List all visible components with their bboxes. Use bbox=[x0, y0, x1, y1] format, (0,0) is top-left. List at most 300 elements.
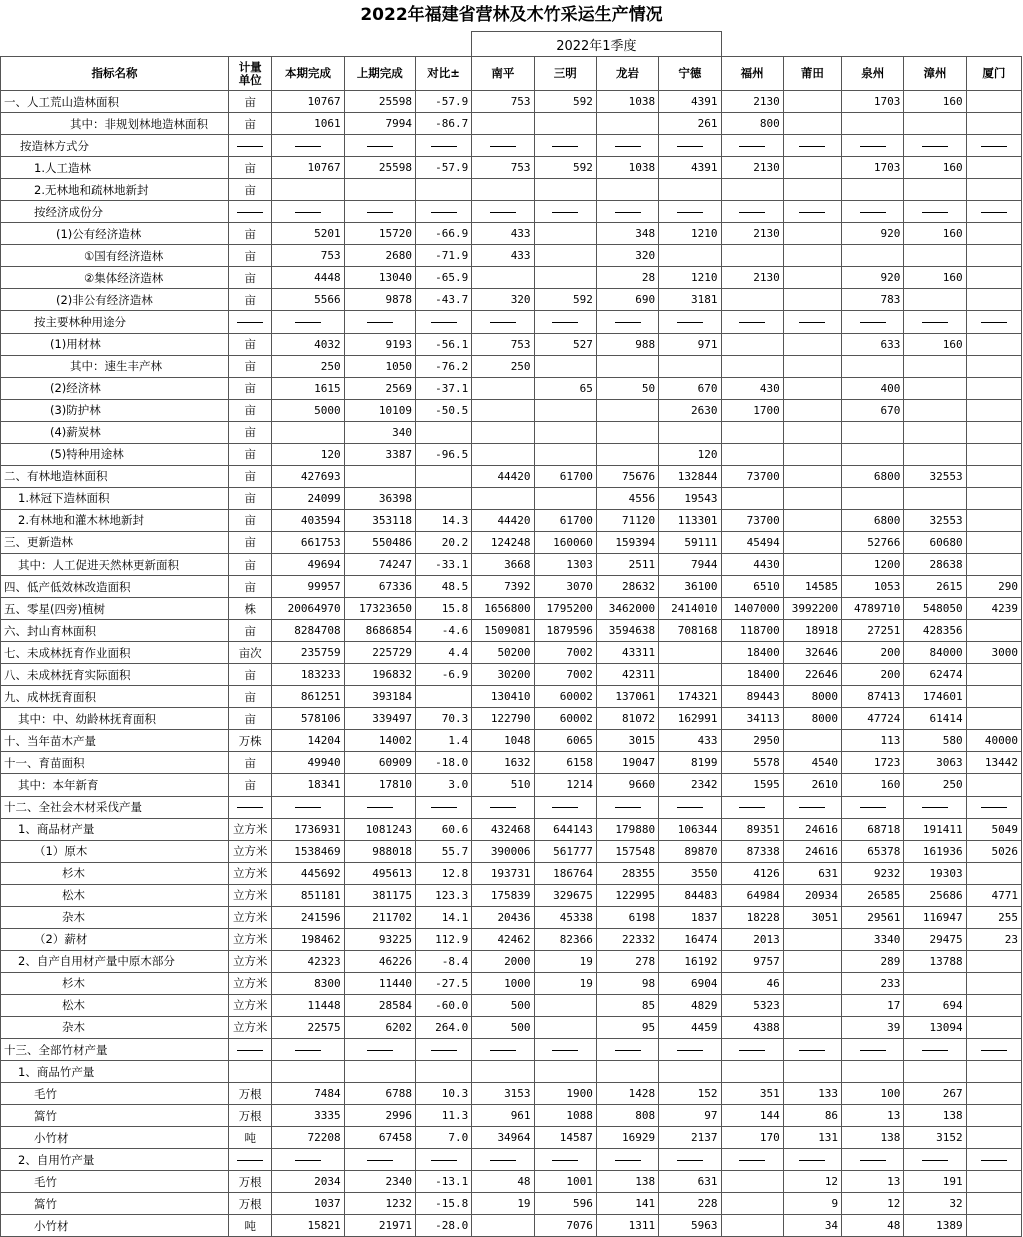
unit-cell bbox=[229, 796, 272, 818]
value-cell bbox=[472, 113, 534, 135]
indicator-name: 1、商品材产量 bbox=[1, 818, 229, 840]
value-cell bbox=[415, 1149, 471, 1171]
value-cell: 20436 bbox=[472, 906, 534, 928]
dash-mark bbox=[367, 1160, 393, 1161]
dash-mark bbox=[860, 146, 886, 147]
value-cell: 428356 bbox=[904, 620, 966, 642]
value-cell bbox=[415, 1061, 471, 1083]
value-cell bbox=[596, 179, 658, 201]
table-row bbox=[1, 906, 1022, 928]
value-cell: 19303 bbox=[904, 862, 966, 884]
value-cell: 28632 bbox=[596, 576, 658, 598]
value-cell: 36100 bbox=[659, 576, 721, 598]
value-cell: 82366 bbox=[534, 928, 596, 950]
value-cell: 44420 bbox=[472, 509, 534, 531]
period-row bbox=[1, 32, 1022, 57]
value-cell bbox=[966, 487, 1021, 509]
value-cell: 264.0 bbox=[415, 1016, 471, 1038]
value-cell bbox=[966, 157, 1021, 179]
value-cell bbox=[966, 994, 1021, 1016]
value-cell bbox=[842, 1149, 904, 1171]
table-row bbox=[1, 708, 1022, 730]
value-cell: 160 bbox=[904, 91, 966, 113]
value-cell: 3992200 bbox=[783, 598, 841, 620]
value-cell: 160 bbox=[842, 774, 904, 796]
value-cell bbox=[596, 421, 658, 443]
unit-cell: 亩 bbox=[229, 267, 272, 289]
indicator-name: ②集体经济造林 bbox=[1, 267, 229, 289]
value-cell bbox=[415, 421, 471, 443]
value-cell: 50200 bbox=[472, 642, 534, 664]
dash-mark bbox=[677, 1160, 703, 1161]
value-cell: 1311 bbox=[596, 1215, 658, 1237]
value-cell bbox=[721, 333, 783, 355]
value-cell bbox=[721, 355, 783, 377]
value-cell bbox=[966, 179, 1021, 201]
value-cell: 12.8 bbox=[415, 862, 471, 884]
table-row bbox=[1, 576, 1022, 598]
value-cell: 24099 bbox=[272, 487, 344, 509]
value-cell: 2342 bbox=[659, 774, 721, 796]
value-cell: 2130 bbox=[721, 267, 783, 289]
value-cell: 95 bbox=[596, 1016, 658, 1038]
unit-cell: 亩 bbox=[229, 443, 272, 465]
indicator-name: 小竹材 bbox=[1, 1127, 229, 1149]
value-cell: 4391 bbox=[659, 157, 721, 179]
value-cell bbox=[783, 509, 841, 531]
table-row bbox=[1, 884, 1022, 906]
dash-mark bbox=[799, 807, 825, 808]
value-cell: 4789710 bbox=[842, 598, 904, 620]
table-row bbox=[1, 686, 1022, 708]
unit-cell: 亩次 bbox=[229, 642, 272, 664]
value-cell: 988 bbox=[596, 333, 658, 355]
value-cell bbox=[272, 135, 344, 157]
value-cell: 3181 bbox=[659, 289, 721, 311]
value-cell: 1389 bbox=[904, 1215, 966, 1237]
value-cell bbox=[472, 201, 534, 223]
indicator-name: 2、自用竹产量 bbox=[1, 1149, 229, 1171]
value-cell: 1081243 bbox=[344, 818, 415, 840]
unit-cell: 亩 bbox=[229, 355, 272, 377]
value-cell: 196832 bbox=[344, 664, 415, 686]
value-cell: 124248 bbox=[472, 531, 534, 553]
value-cell bbox=[842, 135, 904, 157]
value-cell bbox=[966, 708, 1021, 730]
value-cell: 19 bbox=[472, 1193, 534, 1215]
dash-mark bbox=[237, 807, 263, 808]
value-cell: 46 bbox=[721, 972, 783, 994]
unit-cell bbox=[229, 1149, 272, 1171]
value-cell: 15720 bbox=[344, 223, 415, 245]
value-cell: 920 bbox=[842, 267, 904, 289]
indicator-name: 2、自产自用材产量中原木部分 bbox=[1, 950, 229, 972]
value-cell bbox=[783, 289, 841, 311]
value-cell: 2130 bbox=[721, 157, 783, 179]
header-row bbox=[1, 57, 1022, 91]
dash-mark bbox=[431, 322, 457, 323]
table-row bbox=[1, 553, 1022, 575]
value-cell: 433 bbox=[472, 223, 534, 245]
indicator-name: 九、成林抚育面积 bbox=[1, 686, 229, 708]
value-cell: 65 bbox=[534, 377, 596, 399]
unit-cell bbox=[229, 135, 272, 157]
value-cell: 152 bbox=[659, 1083, 721, 1105]
table-row bbox=[1, 267, 1022, 289]
value-cell: 961 bbox=[472, 1105, 534, 1127]
table-row bbox=[1, 1171, 1022, 1193]
value-cell bbox=[842, 201, 904, 223]
value-cell bbox=[534, 223, 596, 245]
value-cell bbox=[721, 311, 783, 333]
value-cell: 179880 bbox=[596, 818, 658, 840]
value-cell bbox=[415, 796, 471, 818]
value-cell bbox=[596, 399, 658, 421]
value-cell: 20934 bbox=[783, 884, 841, 906]
value-cell: 9232 bbox=[842, 862, 904, 884]
value-cell bbox=[904, 443, 966, 465]
value-cell: 1723 bbox=[842, 752, 904, 774]
value-cell: 592 bbox=[534, 91, 596, 113]
value-cell: 339497 bbox=[344, 708, 415, 730]
value-cell: 10.3 bbox=[415, 1083, 471, 1105]
value-cell: 130410 bbox=[472, 686, 534, 708]
value-cell: 42462 bbox=[472, 928, 534, 950]
value-cell: 99957 bbox=[272, 576, 344, 598]
table-row bbox=[1, 421, 1022, 443]
value-cell bbox=[966, 620, 1021, 642]
table-row bbox=[1, 201, 1022, 223]
value-cell bbox=[966, 245, 1021, 267]
value-cell: 9660 bbox=[596, 774, 658, 796]
value-cell bbox=[904, 972, 966, 994]
unit-cell: 亩 bbox=[229, 708, 272, 730]
value-cell bbox=[783, 730, 841, 752]
value-cell bbox=[783, 421, 841, 443]
value-cell: 3387 bbox=[344, 443, 415, 465]
dash-mark bbox=[490, 146, 516, 147]
value-cell: 2680 bbox=[344, 245, 415, 267]
unit-cell: 立方米 bbox=[229, 928, 272, 950]
value-cell: 783 bbox=[842, 289, 904, 311]
table-row bbox=[1, 642, 1022, 664]
unit-cell: 万根 bbox=[229, 1193, 272, 1215]
value-cell: 7484 bbox=[272, 1083, 344, 1105]
value-cell: 661753 bbox=[272, 531, 344, 553]
value-cell: 670 bbox=[842, 399, 904, 421]
value-cell: 1214 bbox=[534, 774, 596, 796]
dash-mark bbox=[860, 1160, 886, 1161]
table-row bbox=[1, 796, 1022, 818]
unit-cell: 株 bbox=[229, 598, 272, 620]
value-cell: 353118 bbox=[344, 509, 415, 531]
value-cell: 1837 bbox=[659, 906, 721, 928]
value-cell bbox=[966, 509, 1021, 531]
indicator-name: 其中：本年新育 bbox=[1, 774, 229, 796]
value-cell bbox=[904, 796, 966, 818]
value-cell bbox=[721, 443, 783, 465]
header-cell: 上期完成 bbox=[344, 57, 415, 91]
value-cell: 28638 bbox=[904, 553, 966, 575]
value-cell: 112.9 bbox=[415, 928, 471, 950]
value-cell: 2610 bbox=[783, 774, 841, 796]
value-cell bbox=[534, 994, 596, 1016]
unit-cell: 亩 bbox=[229, 664, 272, 686]
value-cell: 29475 bbox=[904, 928, 966, 950]
value-cell: 971 bbox=[659, 333, 721, 355]
value-cell: 390006 bbox=[472, 840, 534, 862]
value-cell: 548050 bbox=[904, 598, 966, 620]
value-cell: 6800 bbox=[842, 465, 904, 487]
dash-mark bbox=[367, 146, 393, 147]
value-cell: 427693 bbox=[272, 465, 344, 487]
value-cell bbox=[472, 135, 534, 157]
value-cell: -37.1 bbox=[415, 377, 471, 399]
value-cell: 9193 bbox=[344, 333, 415, 355]
value-cell bbox=[783, 267, 841, 289]
value-cell: 141 bbox=[596, 1193, 658, 1215]
value-cell: 9757 bbox=[721, 950, 783, 972]
value-cell bbox=[596, 443, 658, 465]
unit-cell bbox=[229, 1039, 272, 1061]
dash-mark bbox=[367, 1050, 393, 1051]
value-cell: 18400 bbox=[721, 642, 783, 664]
value-cell: 800 bbox=[721, 113, 783, 135]
table-row bbox=[1, 1193, 1022, 1215]
value-cell bbox=[842, 421, 904, 443]
value-cell: 32553 bbox=[904, 465, 966, 487]
value-cell: 9878 bbox=[344, 289, 415, 311]
unit-cell: 立方米 bbox=[229, 840, 272, 862]
indicator-name: 十、当年苗木产量 bbox=[1, 730, 229, 752]
value-cell bbox=[904, 201, 966, 223]
value-cell bbox=[966, 1016, 1021, 1038]
value-cell: 42323 bbox=[272, 950, 344, 972]
table-row bbox=[1, 223, 1022, 245]
value-cell bbox=[721, 1149, 783, 1171]
value-cell: 3070 bbox=[534, 576, 596, 598]
value-cell bbox=[966, 686, 1021, 708]
value-cell: 73700 bbox=[721, 509, 783, 531]
value-cell: 89351 bbox=[721, 818, 783, 840]
value-cell bbox=[659, 664, 721, 686]
indicator-name: 四、低产低效林改造面积 bbox=[1, 576, 229, 598]
value-cell: 183233 bbox=[272, 664, 344, 686]
value-cell: 9 bbox=[783, 1193, 841, 1215]
value-cell bbox=[904, 135, 966, 157]
value-cell bbox=[783, 91, 841, 113]
header-cell: 计量单位 bbox=[229, 57, 272, 91]
value-cell: 4388 bbox=[721, 1016, 783, 1038]
value-cell: 68718 bbox=[842, 818, 904, 840]
value-cell bbox=[472, 1149, 534, 1171]
value-cell bbox=[966, 1105, 1021, 1127]
value-cell: 1656800 bbox=[472, 598, 534, 620]
value-cell bbox=[534, 1149, 596, 1171]
value-cell: 1879596 bbox=[534, 620, 596, 642]
value-cell: 14.3 bbox=[415, 509, 471, 531]
value-cell bbox=[721, 1171, 783, 1193]
value-cell: 64984 bbox=[721, 884, 783, 906]
dash-mark bbox=[739, 807, 765, 808]
value-cell: 7002 bbox=[534, 664, 596, 686]
value-cell bbox=[415, 135, 471, 157]
table-row bbox=[1, 730, 1022, 752]
value-cell bbox=[783, 1149, 841, 1171]
value-cell: 4.4 bbox=[415, 642, 471, 664]
value-cell bbox=[966, 421, 1021, 443]
value-cell: 2996 bbox=[344, 1105, 415, 1127]
value-cell bbox=[966, 1149, 1021, 1171]
dash-mark bbox=[922, 807, 948, 808]
value-cell bbox=[596, 1061, 658, 1083]
value-cell bbox=[272, 311, 344, 333]
value-cell bbox=[415, 487, 471, 509]
value-cell: 13442 bbox=[966, 752, 1021, 774]
value-cell: 1038 bbox=[596, 157, 658, 179]
indicator-name: 按经济成份分 bbox=[1, 201, 229, 223]
value-cell: 32553 bbox=[904, 509, 966, 531]
value-cell bbox=[783, 311, 841, 333]
table-row bbox=[1, 950, 1022, 972]
value-cell bbox=[842, 311, 904, 333]
value-cell bbox=[966, 531, 1021, 553]
value-cell bbox=[472, 377, 534, 399]
value-cell: 4540 bbox=[783, 752, 841, 774]
value-cell: 191411 bbox=[904, 818, 966, 840]
table-row bbox=[1, 91, 1022, 113]
value-cell: 1061 bbox=[272, 113, 344, 135]
value-cell: 753 bbox=[272, 245, 344, 267]
value-cell: 55.7 bbox=[415, 840, 471, 862]
value-cell bbox=[783, 245, 841, 267]
value-cell bbox=[472, 179, 534, 201]
value-cell: 5578 bbox=[721, 752, 783, 774]
unit-cell: 亩 bbox=[229, 620, 272, 642]
unit-cell: 亩 bbox=[229, 289, 272, 311]
table-row bbox=[1, 972, 1022, 994]
table-row bbox=[1, 399, 1022, 421]
value-cell bbox=[534, 245, 596, 267]
value-cell: 44420 bbox=[472, 465, 534, 487]
value-cell bbox=[659, 245, 721, 267]
value-cell bbox=[534, 487, 596, 509]
value-cell: 5323 bbox=[721, 994, 783, 1016]
value-cell: 11448 bbox=[272, 994, 344, 1016]
value-cell: 16474 bbox=[659, 928, 721, 950]
dash-mark bbox=[295, 212, 321, 213]
value-cell bbox=[904, 113, 966, 135]
value-cell: 3340 bbox=[842, 928, 904, 950]
value-cell bbox=[904, 421, 966, 443]
indicator-name: 其中：速生丰产林 bbox=[1, 355, 229, 377]
indicator-name: 二、有林地造林面积 bbox=[1, 465, 229, 487]
value-cell: 6904 bbox=[659, 972, 721, 994]
table-row bbox=[1, 598, 1022, 620]
indicator-name: 毛竹 bbox=[1, 1171, 229, 1193]
value-cell: 22646 bbox=[783, 664, 841, 686]
indicator-name: 松木 bbox=[1, 884, 229, 906]
period-spacer-right bbox=[721, 32, 1022, 57]
value-cell bbox=[272, 201, 344, 223]
value-cell bbox=[472, 796, 534, 818]
dash-mark bbox=[981, 1050, 1007, 1051]
value-cell: 22332 bbox=[596, 928, 658, 950]
unit-cell: 亩 bbox=[229, 553, 272, 575]
value-cell: 122790 bbox=[472, 708, 534, 730]
value-cell: 5566 bbox=[272, 289, 344, 311]
value-cell: 48 bbox=[842, 1215, 904, 1237]
value-cell: 60909 bbox=[344, 752, 415, 774]
dash-mark bbox=[295, 807, 321, 808]
value-cell: 527 bbox=[534, 333, 596, 355]
value-cell: 988018 bbox=[344, 840, 415, 862]
dash-mark bbox=[431, 212, 457, 213]
value-cell: 60680 bbox=[904, 531, 966, 553]
value-cell: 5026 bbox=[966, 840, 1021, 862]
value-cell: 1703 bbox=[842, 91, 904, 113]
value-cell: 137061 bbox=[596, 686, 658, 708]
unit-cell: 吨 bbox=[229, 1215, 272, 1237]
value-cell: 84483 bbox=[659, 884, 721, 906]
value-cell: 186764 bbox=[534, 862, 596, 884]
value-cell: 161936 bbox=[904, 840, 966, 862]
sheet-title: 2022年福建省营林及木竹采运生产情况 bbox=[360, 5, 663, 25]
dash-mark bbox=[237, 322, 263, 323]
indicator-name: 其中：人工促进天然林更新面积 bbox=[1, 553, 229, 575]
value-cell: 3594638 bbox=[596, 620, 658, 642]
value-cell: 3335 bbox=[272, 1105, 344, 1127]
value-cell: 808 bbox=[596, 1105, 658, 1127]
value-cell: 1703 bbox=[842, 157, 904, 179]
value-cell bbox=[783, 487, 841, 509]
value-cell: 39 bbox=[842, 1016, 904, 1038]
value-cell: 13094 bbox=[904, 1016, 966, 1038]
header-cell: 泉州 bbox=[842, 57, 904, 91]
value-cell: 19543 bbox=[659, 487, 721, 509]
value-cell bbox=[783, 355, 841, 377]
value-cell: 89870 bbox=[659, 840, 721, 862]
value-cell: 694 bbox=[904, 994, 966, 1016]
value-cell: 403594 bbox=[272, 509, 344, 531]
indicator-name: (1)公有经济造林 bbox=[1, 223, 229, 245]
dash-mark bbox=[677, 146, 703, 147]
value-cell bbox=[842, 443, 904, 465]
value-cell: 8000 bbox=[783, 708, 841, 730]
dash-mark bbox=[367, 807, 393, 808]
value-cell: 255 bbox=[966, 906, 1021, 928]
value-cell: 47724 bbox=[842, 708, 904, 730]
table-row bbox=[1, 1149, 1022, 1171]
value-cell bbox=[659, 311, 721, 333]
value-cell: 93225 bbox=[344, 928, 415, 950]
table-row bbox=[1, 179, 1022, 201]
value-cell: 62474 bbox=[904, 664, 966, 686]
unit-cell bbox=[229, 201, 272, 223]
value-cell: 25598 bbox=[344, 157, 415, 179]
value-cell: 13788 bbox=[904, 950, 966, 972]
value-cell: 10109 bbox=[344, 399, 415, 421]
value-cell bbox=[344, 201, 415, 223]
indicator-name: 按主要林种用途分 bbox=[1, 311, 229, 333]
dash-mark bbox=[237, 146, 263, 147]
value-cell bbox=[966, 774, 1021, 796]
value-cell: 329675 bbox=[534, 884, 596, 906]
value-cell: 32 bbox=[904, 1193, 966, 1215]
value-cell: 1700 bbox=[721, 399, 783, 421]
value-cell bbox=[783, 223, 841, 245]
value-cell: -28.0 bbox=[415, 1215, 471, 1237]
